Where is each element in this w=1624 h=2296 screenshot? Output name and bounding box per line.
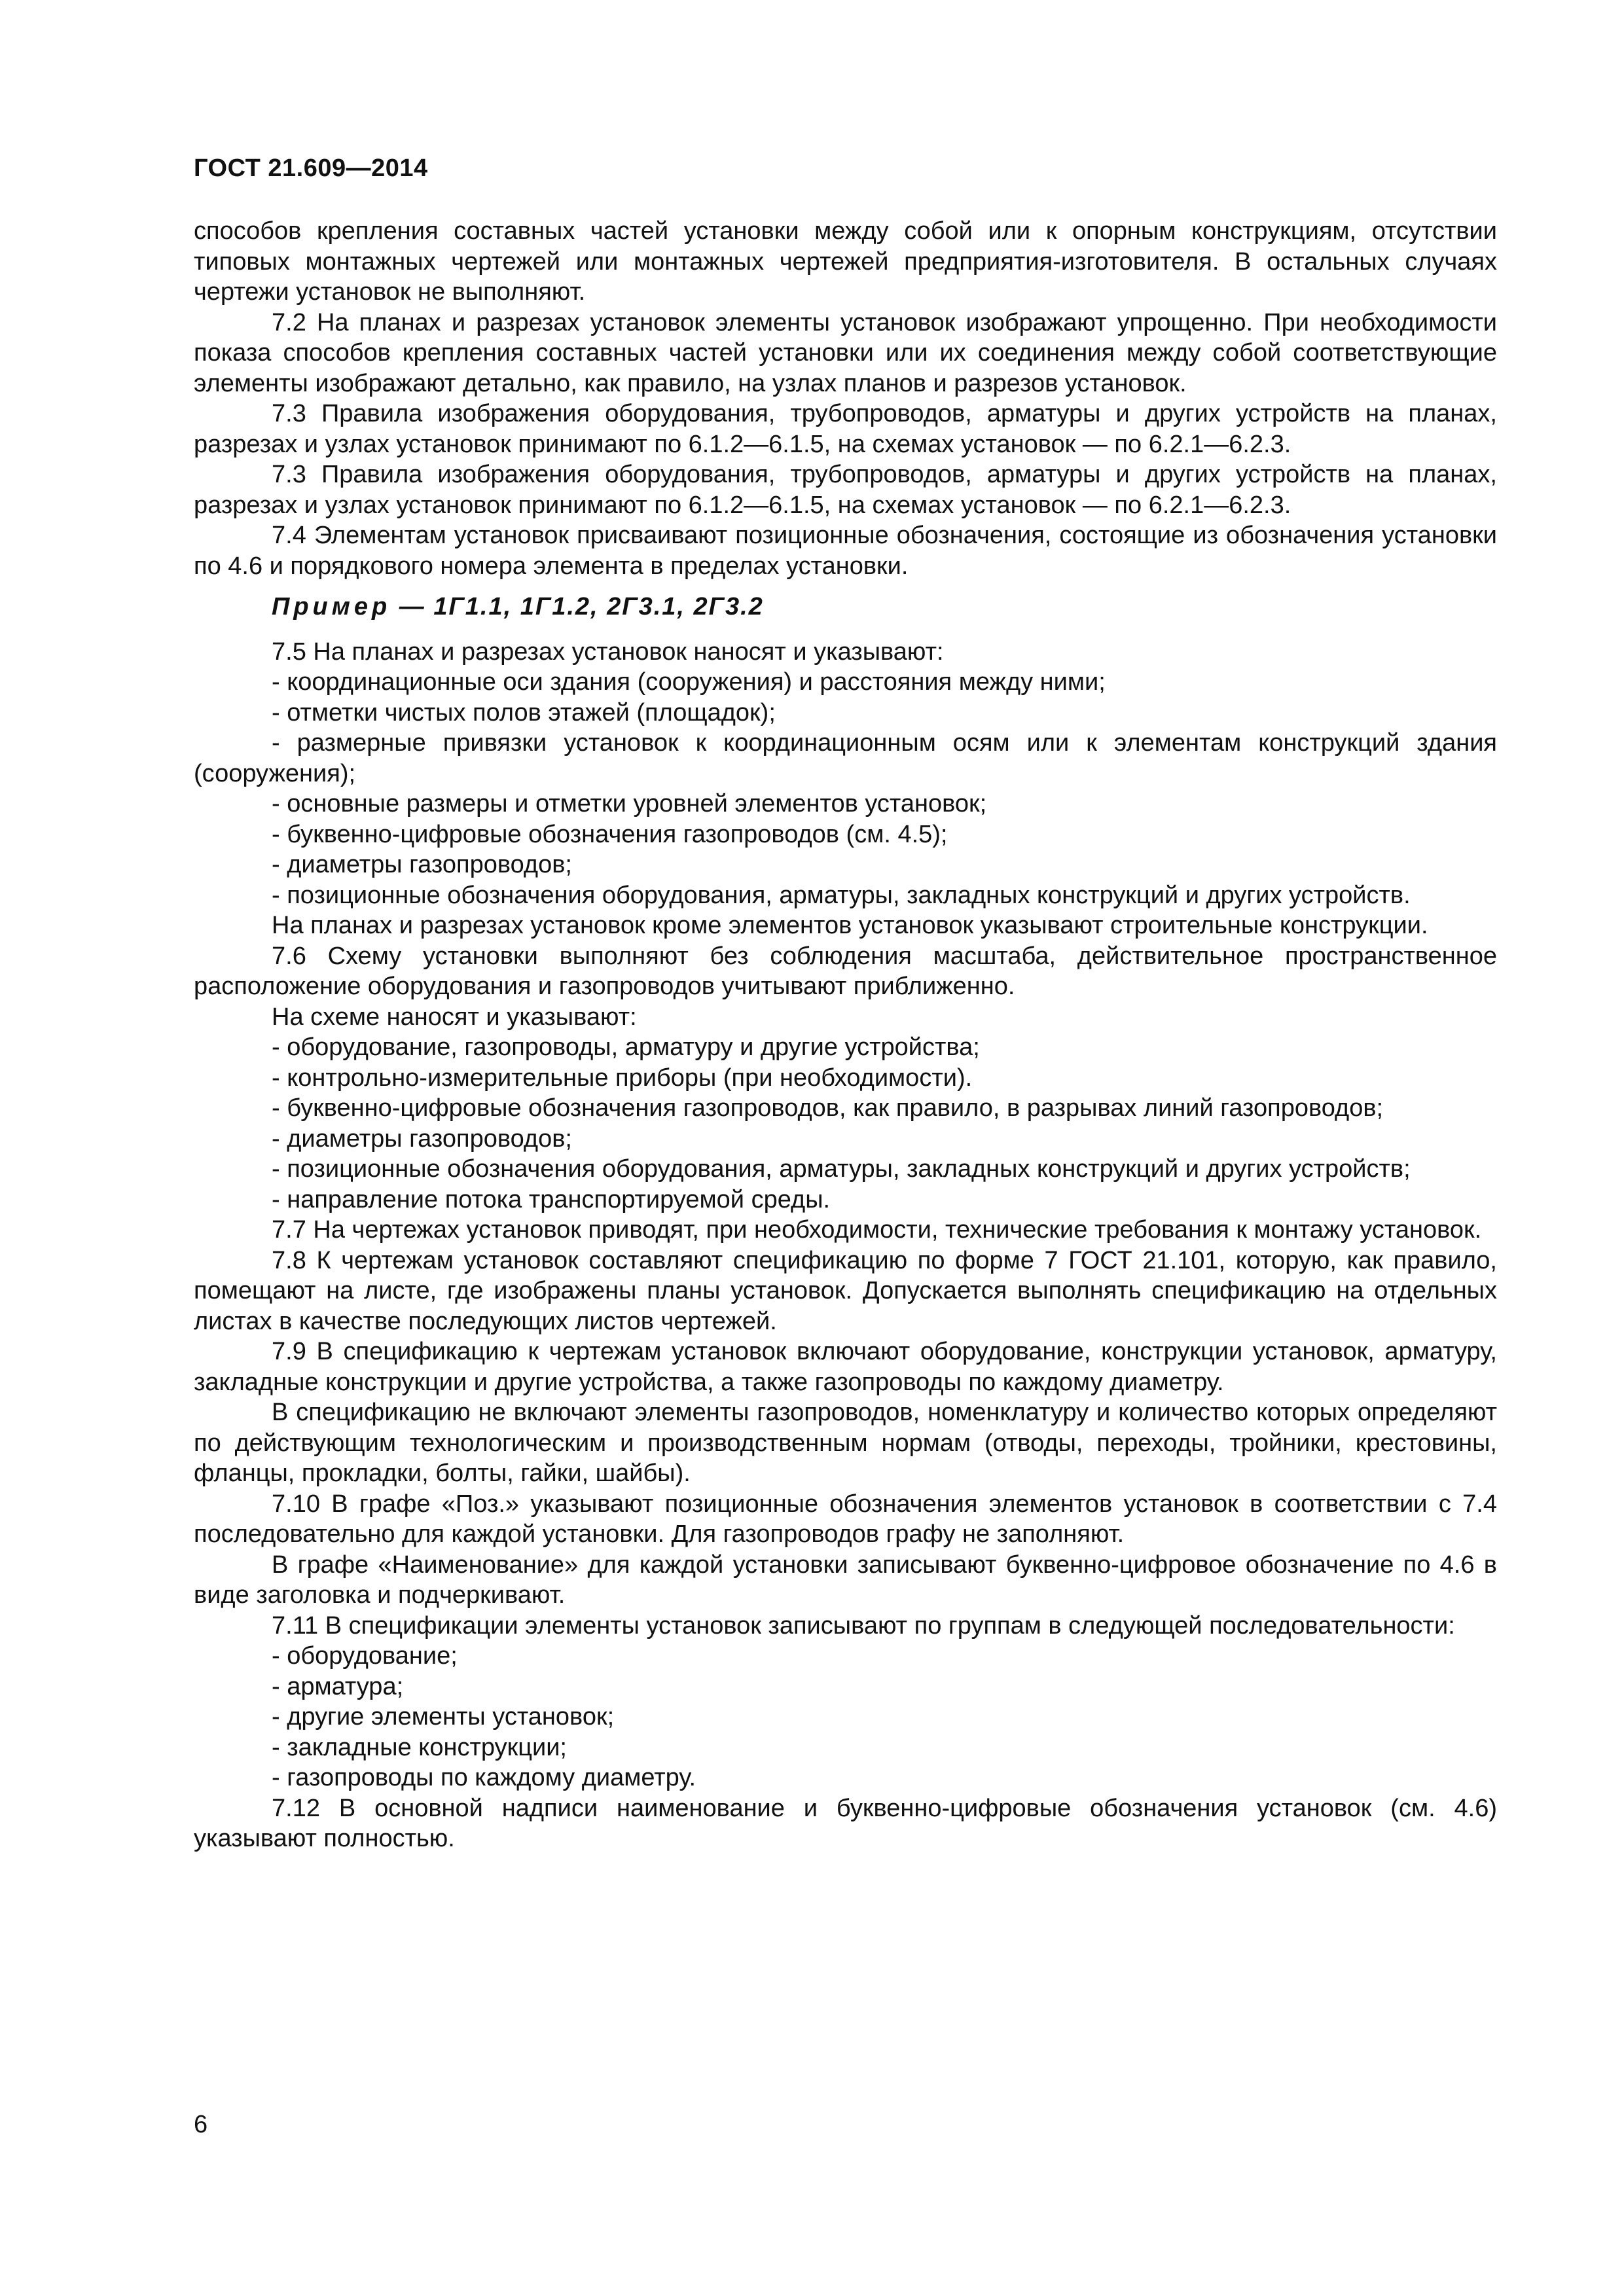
list-item: - отметки чистых полов этажей (площадок); <box>272 698 776 726</box>
clause-7-7: 7.7 На чертежах установок приводят, при необходимости, технические требования к монтажу установок. <box>272 1216 1482 1244</box>
example-text: — 1Г1.1, 1Г1.2, 2Г3.1, 2Г3.2 <box>399 593 764 620</box>
clause-7-3-repeat: 7.3 Правила изображения оборудования, трубопроводов, арматуры и других устройств на планах, разрезах и узлах установок принимают по 6.1.2—6.1.5, на схемах установок — по 6.2.1—6.2.3. <box>194 461 1497 519</box>
list-item: - позиционные обозначения оборудования, арматуры, закладных конструкций и других устройств; <box>272 1155 1411 1183</box>
list-item: - оборудование; <box>272 1642 458 1670</box>
document-body <box>194 216 1497 1854</box>
paragraph: В графе «Наименование» для каждой установки записывают буквенно-цифровое обозначение по 4.6 в виде заголовка и подчеркивают. <box>194 1551 1497 1609</box>
list-item: - буквенно-цифровые обозначения газопроводов (см. 4.5); <box>272 820 948 848</box>
list-item: - закладные конструкции; <box>272 1733 567 1761</box>
clause-7-6: 7.6 Схему установки выполняют без соблюдения масштаба, действительное пространственное расположение оборудования и газопроводов учитывают приближенно. <box>194 942 1497 1000</box>
list-item: - основные размеры и отметки уровней элементов установок; <box>272 790 987 817</box>
list-item: - координационные оси здания (сооружения) и расстояния между ними; <box>272 668 1106 696</box>
list-item: - диаметры газопроводов; <box>272 1124 572 1153</box>
paragraph: В спецификацию не включают элементы газопроводов, номенклатуру и количество которых определяют по действующим технологическим и производственным нормам (отводы, переходы, тройники, крестовины, фланцы, прокладки, болты, гайки, шайбы). <box>194 1399 1497 1487</box>
clause-7-4: 7.4 Элементам установок присваивают позиционные обозначения, состоящие из обозначения установки по 4.6 и порядкового номера элемента в пределах установки. <box>194 522 1497 580</box>
list-item: - буквенно-цифровые обозначения газопроводов, как правило, в разрывах линий газопроводов; <box>272 1094 1384 1122</box>
list-item: - размерные привязки установок к координационным осям или к элементам конструкций здания (сооружения); <box>194 729 1497 787</box>
list-item: - диаметры газопроводов; <box>272 851 572 878</box>
example-label: Пример <box>272 593 391 620</box>
clause-7-3: 7.3 Правила изображения оборудования, трубопроводов, арматуры и других устройств на планах, разрезах и узлах установок принимают по 6.1.2—6.1.5, на схемах установок — по 6.2.1—6.2.3. <box>194 400 1497 458</box>
paragraph: На схеме наносят и указывают: <box>272 1003 637 1031</box>
paragraph: На планах и разрезах установок кроме элементов установок указывают строительные конструкции. <box>272 912 1428 939</box>
document-code-header: ГОСТ 21.609—2014 <box>194 154 428 182</box>
clause-7-10: 7.10 В графе «Поз.» указывают позиционные обозначения элементов установок в соответствии с 7.4 последовательно для каждой установки. Для газопроводов графу не заполняют. <box>194 1490 1497 1548</box>
clause-7-2: 7.2 На планах и разрезах установок элементы установок изображают упрощенно. При необходимости показа способов крепления составных частей установки или их соединения между собой соответствующие элементы изображают детально, как правило, на узлах планов и разрезов установок. <box>194 308 1497 397</box>
page-number: 6 <box>194 2111 208 2138</box>
list-item: - газопроводы по каждому диаметру. <box>272 1764 696 1791</box>
list-item: - другие элементы установок; <box>272 1703 615 1731</box>
clause-7-8: 7.8 К чертежам установок составляют спецификацию по форме 7 ГОСТ 21.101, которую, как правило, помещают на листе, где изображены планы установок. Допускается выполнять спецификацию на отдельных листах в качестве последующих листов чертежей. <box>194 1246 1497 1335</box>
list-item: - арматура; <box>272 1672 404 1700</box>
list-item: - направление потока транспортируемой среды. <box>272 1185 831 1213</box>
paragraph-continuation: способов крепления составных частей установки между собой или к опорным конструкциям, отсутствии типовых монтажных чертежей или монтажных чертежей предприятия-изготовителя. В остальных случаях чертежи установок не выполняют. <box>194 217 1497 306</box>
list-item: - позиционные обозначения оборудования, арматуры, закладных конструкций и других устройств. <box>272 881 1411 909</box>
clause-7-12: 7.12 В основной надписи наименование и буквенно-цифровые обозначения установок (см. 4.6) указывают полностью. <box>194 1794 1497 1852</box>
clause-7-9: 7.9 В спецификацию к чертежам установок включают оборудование, конструкции установок, арматуру, закладные конструкции и другие устройства, а также газопроводы по каждому диаметру. <box>194 1338 1497 1396</box>
list-item: - контрольно-измерительные приборы (при необходимости). <box>272 1064 973 1092</box>
list-item: - оборудование, газопроводы, арматуру и другие устройства; <box>272 1033 980 1061</box>
example-line <box>194 592 1497 622</box>
clause-7-11: 7.11 В спецификации элементы установок записывают по группам в следующей последовательности: <box>272 1611 1455 1640</box>
clause-7-5: 7.5 На планах и разрезах установок наносят и указывают: <box>272 637 944 666</box>
